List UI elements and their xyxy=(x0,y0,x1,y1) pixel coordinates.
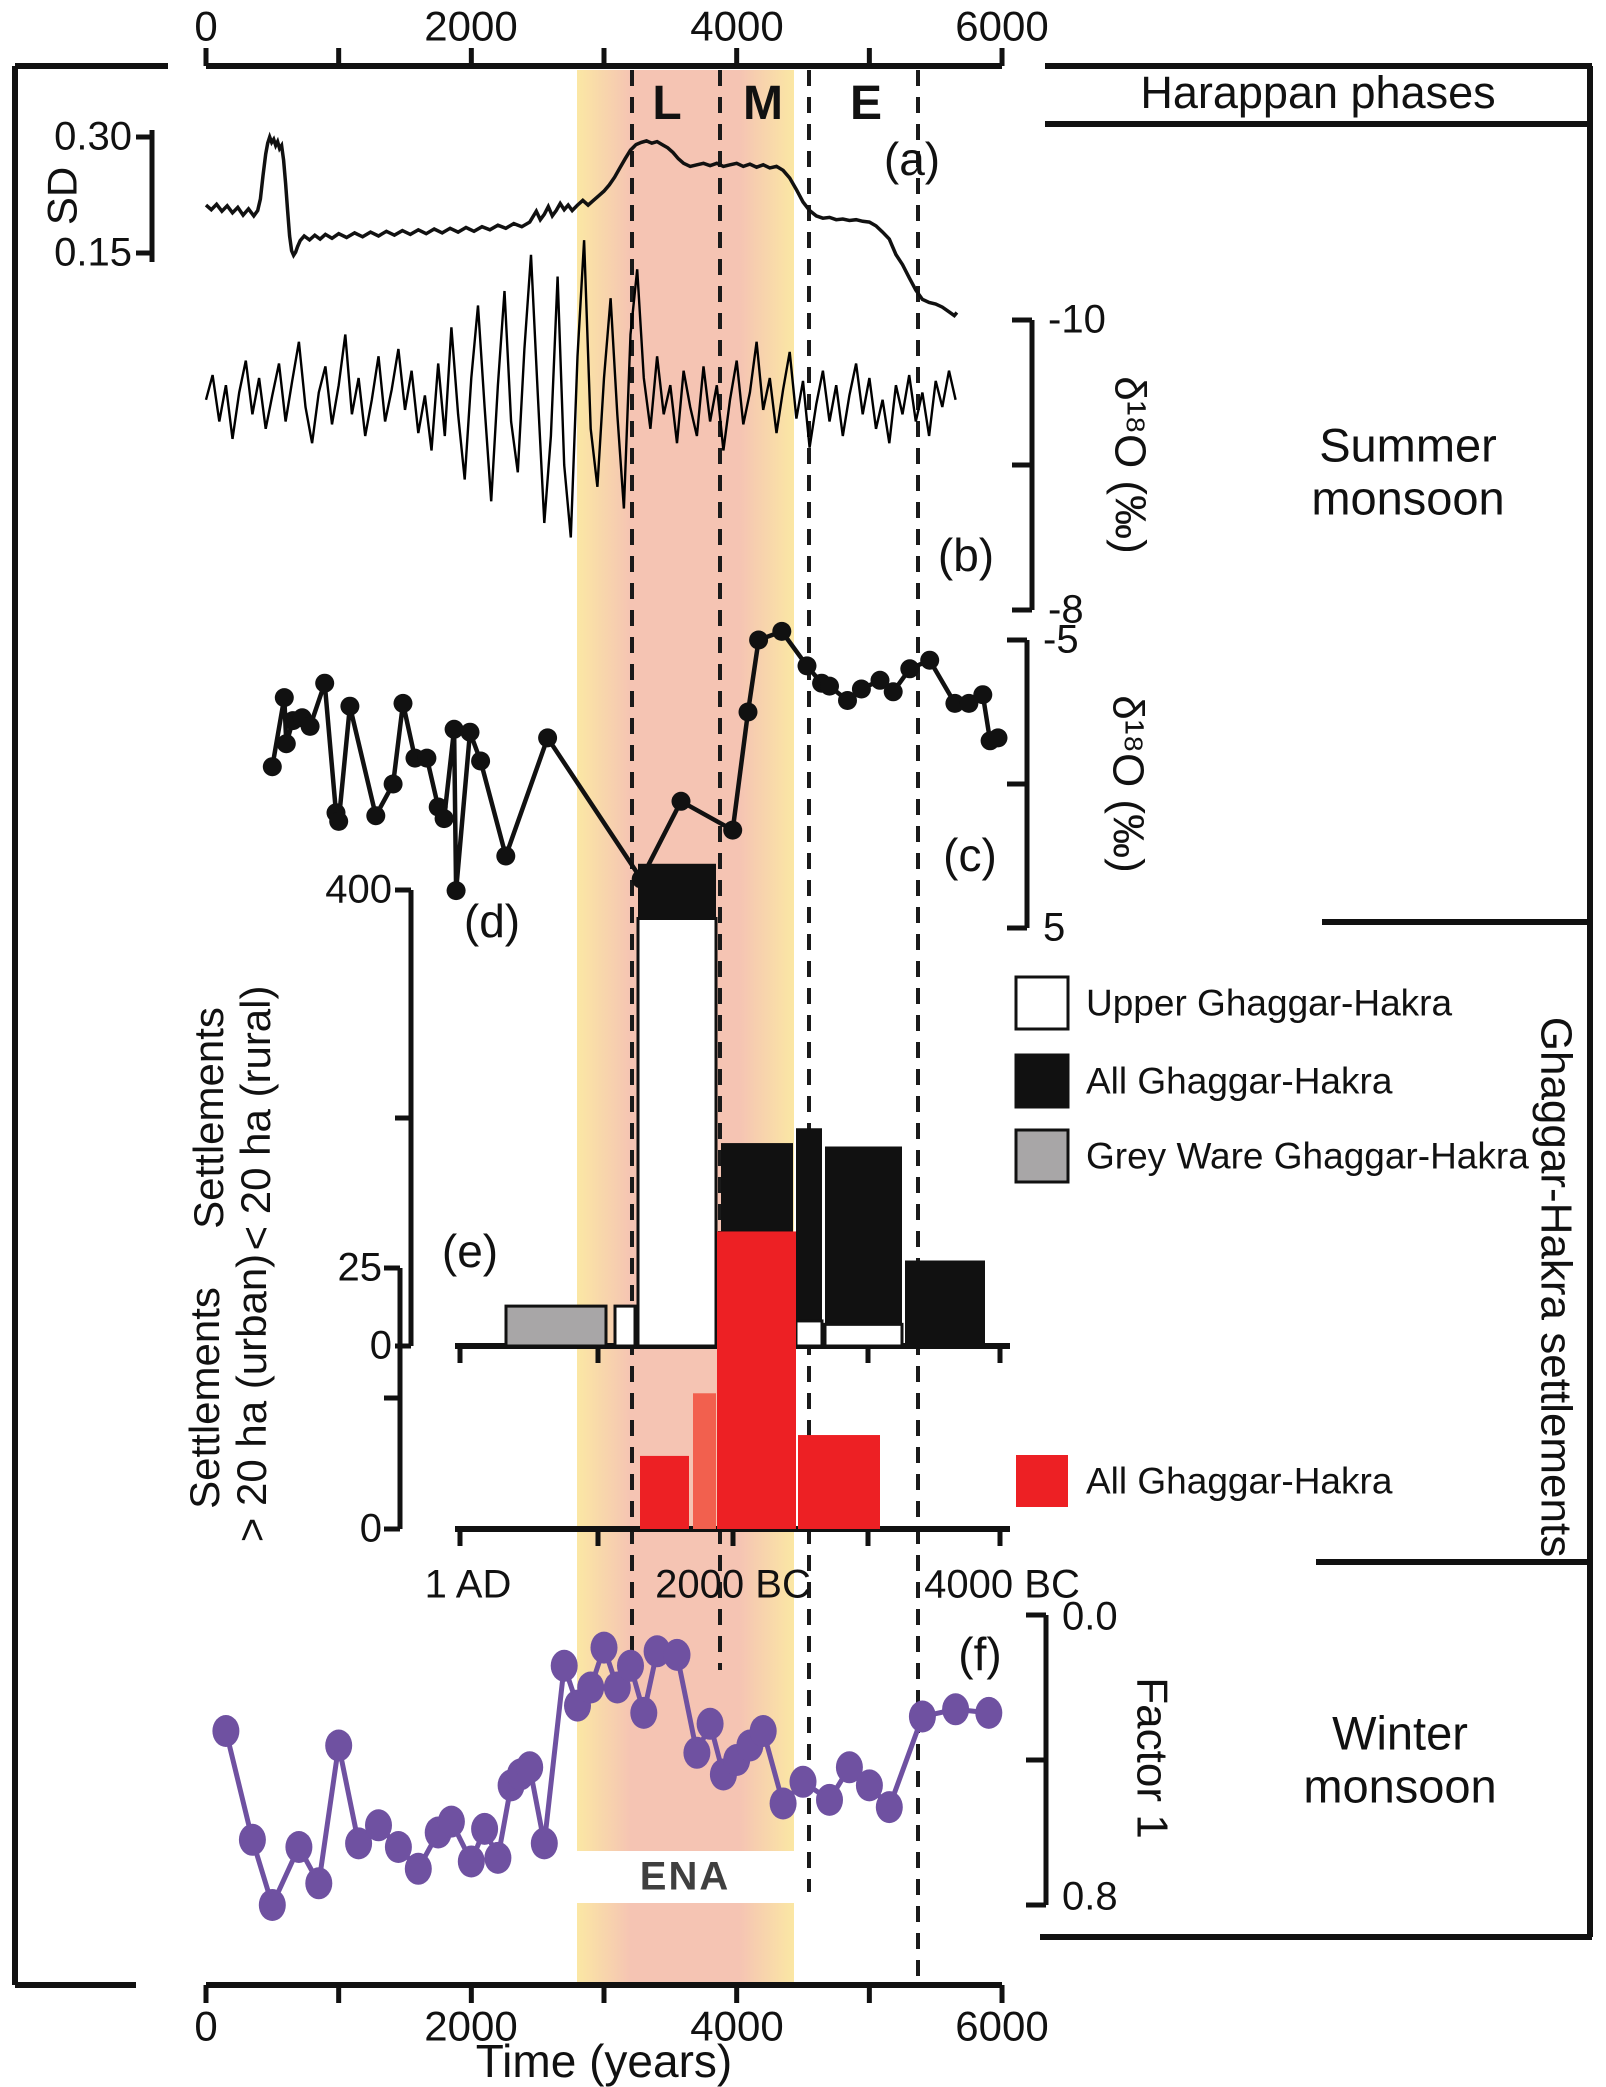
phase-mature: M xyxy=(743,77,783,131)
panel-e-ylabel xyxy=(181,1254,275,1542)
d18o-lake-point xyxy=(275,688,294,707)
d18o-lake-point xyxy=(798,656,817,675)
factor1-point xyxy=(212,1715,239,1747)
d18o-lake-point xyxy=(920,651,939,670)
d18o-lake-point xyxy=(900,659,919,678)
legend-swatch-greyware xyxy=(1016,1130,1068,1182)
panel-f-label: (f) xyxy=(958,1628,1002,1681)
summer-monsoon-line1: Summer xyxy=(1319,418,1497,472)
panel-a-label: (a) xyxy=(883,133,941,186)
factor1-point xyxy=(816,1784,843,1816)
panel-f-tick-top: 0.0 xyxy=(1062,1594,1118,1639)
bottom-axis-tick-6000: 6000 xyxy=(955,2002,1049,2050)
d18o-lake-point xyxy=(496,847,515,866)
panel-b-tick-bottom: -8 xyxy=(1048,587,1084,632)
bottom-axis-tick-0: 0 xyxy=(194,2002,218,2050)
panel-e-ylabel-line1: Settlements xyxy=(180,1287,228,1509)
urban-bar xyxy=(717,1231,796,1529)
winter-monsoon-line2: monsoon xyxy=(1303,1759,1497,1812)
panel-f-ylabel: Factor 1 xyxy=(1127,1677,1177,1839)
rural-bar-all xyxy=(905,1261,985,1347)
legend-all-ghaggar-label: All Ghaggar-Hakra xyxy=(1086,1060,1393,1102)
panel-e-xlabel-2000bc: 2000 BC xyxy=(655,1562,811,1607)
urban-bar xyxy=(798,1435,880,1529)
factor1-point xyxy=(484,1842,511,1874)
panel-d-label: (d) xyxy=(463,895,521,948)
top-axis-tick-2000: 2000 xyxy=(424,2,518,50)
factor1-point xyxy=(630,1697,657,1729)
panel-d-tick-top: 400 xyxy=(325,867,392,912)
rural-bar-all xyxy=(825,1147,902,1347)
legend-swatch-all xyxy=(1016,1055,1068,1107)
d18o-lake-point xyxy=(852,680,871,699)
d18o-lake-point xyxy=(739,703,758,722)
factor1-point xyxy=(365,1809,392,1841)
panel-e-ylabel-line2: > 20 ha (urban) xyxy=(228,1253,275,1543)
panel-b-label: (b) xyxy=(937,529,995,582)
d18o-lake-point xyxy=(749,631,768,650)
factor1-point xyxy=(458,1846,485,1878)
d18o-lake-point xyxy=(461,723,480,742)
factor1-point xyxy=(305,1867,332,1899)
panel-b-ylabel: δ¹⁸O (‰) xyxy=(1105,376,1155,554)
top-axis-tick-4000: 4000 xyxy=(690,2,784,50)
factor1-point xyxy=(577,1672,604,1704)
factor1-point xyxy=(770,1788,797,1820)
panel-e-label: (e) xyxy=(441,1225,499,1278)
panel-b-tick-top: -10 xyxy=(1048,297,1106,342)
factor1-point xyxy=(856,1769,883,1801)
factor1-point xyxy=(697,1708,724,1740)
legend-swatch-upper xyxy=(1016,977,1068,1029)
winter-monsoon-label xyxy=(1303,1707,1496,1812)
factor1-point xyxy=(975,1697,1002,1729)
factor1-point xyxy=(285,1831,312,1863)
panel-e-tick-top: 25 xyxy=(337,1245,382,1290)
rural-bar-upper xyxy=(825,1324,902,1346)
d18o-lake-point xyxy=(723,821,742,840)
panel-e-xlabel-4000bc: 4000 BC xyxy=(924,1562,1080,1607)
panel-a-tick-bottom: 0.15 xyxy=(54,230,132,275)
d18o-lake-point xyxy=(772,622,791,641)
phase-late: L xyxy=(652,77,682,131)
d18o-lake-point xyxy=(315,674,334,693)
summer-monsoon-label xyxy=(1311,419,1504,524)
phase-early: E xyxy=(849,77,883,131)
urban-bar xyxy=(640,1456,689,1529)
d18o-lake-point xyxy=(884,682,903,701)
factor1-point xyxy=(531,1827,558,1859)
rural-bar-greyware xyxy=(506,1306,606,1346)
legend-all-ghaggar-red-label: All Ghaggar-Hakra xyxy=(1086,1460,1393,1502)
factor1-point xyxy=(259,1889,286,1921)
legend-upper-ghaggar-label: Upper Ghaggar-Hakra xyxy=(1086,982,1453,1024)
bottom-axis-tick-4000: 4000 xyxy=(690,2002,784,2050)
factor1-point xyxy=(750,1715,777,1747)
d18o-lake-point xyxy=(820,677,839,696)
rural-bar-upper xyxy=(638,919,716,1347)
factor1-point xyxy=(942,1693,969,1725)
d18o-lake-point xyxy=(329,812,348,831)
panel-a-ylabel: SD xyxy=(38,166,86,226)
d18o-lake-point xyxy=(394,694,413,713)
time-axis-title: Time (years) xyxy=(475,2035,733,2087)
factor1-point xyxy=(385,1831,412,1863)
winter-monsoon-line1: Winter xyxy=(1332,1706,1468,1760)
panel-a-tick-top: 0.30 xyxy=(54,114,132,159)
d18o-lake-point xyxy=(417,749,436,768)
legend-greyware-ghaggar-label: Grey Ware Ghaggar-Hakra xyxy=(1086,1135,1529,1177)
top-axis-tick-0: 0 xyxy=(194,2,218,50)
factor1-point xyxy=(683,1737,710,1769)
factor1-point xyxy=(591,1632,618,1664)
panel-d-ylabel-line2: < 20 ha (rural) xyxy=(232,985,279,1251)
factor1-point xyxy=(239,1824,266,1856)
d18o-lake-point xyxy=(445,720,464,739)
panel-f-tick-bottom: 0.8 xyxy=(1062,1874,1118,1919)
ena-band-label: ENA xyxy=(639,1854,731,1899)
ghaggar-settlements-label: Ghaggar-Hakra settlements xyxy=(1531,1016,1581,1558)
factor1-point xyxy=(516,1751,543,1783)
d18o-lake-point xyxy=(384,775,403,794)
panel-e-xlabel-1ad: 1 AD xyxy=(424,1562,512,1607)
d18o-lake-point xyxy=(340,697,359,716)
d18o-lake-point xyxy=(672,792,691,811)
factor1-point xyxy=(664,1639,691,1671)
panel-c-ylabel: δ¹⁸O (‰) xyxy=(1103,695,1153,873)
d18o-lake-point xyxy=(447,881,466,900)
urban-bar xyxy=(693,1393,716,1529)
factor1-point xyxy=(909,1701,936,1733)
harappan-phases-title: Harappan phases xyxy=(1140,66,1496,118)
factor1-point xyxy=(471,1813,498,1845)
factor1-point xyxy=(325,1730,352,1762)
factor1-point xyxy=(405,1853,432,1885)
rural-bar-upper xyxy=(796,1321,822,1346)
panel-d-tick-bottom: 0 xyxy=(369,1323,392,1368)
factor1-point xyxy=(551,1650,578,1682)
factor1-point xyxy=(876,1791,903,1823)
rural-bar-all xyxy=(796,1128,822,1346)
d18o-lake-point xyxy=(301,717,320,736)
panel-c-label: (c) xyxy=(943,829,997,882)
d18o-lake-point xyxy=(989,728,1008,747)
panel-d-ylabel xyxy=(185,986,279,1251)
d18o-lake-point xyxy=(263,757,282,776)
d18o-lake-point xyxy=(366,806,385,825)
factor1-point xyxy=(617,1650,644,1682)
d18o-lake-point xyxy=(538,728,557,747)
legend-swatch-red xyxy=(1016,1455,1068,1507)
rural-bar-upper xyxy=(615,1306,635,1346)
bottom-axis-tick-2000: 2000 xyxy=(424,2002,518,2050)
d18o-lake-point xyxy=(471,752,490,771)
d18o-lake-point xyxy=(277,734,296,753)
d18o-lake-point xyxy=(973,685,992,704)
panel-c-tick-bottom: 5 xyxy=(1043,905,1066,950)
top-axis-tick-6000: 6000 xyxy=(955,2,1049,50)
summer-monsoon-line2: monsoon xyxy=(1311,471,1505,524)
panel-e-tick-bottom: 0 xyxy=(359,1506,382,1551)
d18o-lake-point xyxy=(435,809,454,828)
panel-c-tick-top: -5 xyxy=(1043,617,1079,662)
factor1-point xyxy=(790,1766,817,1798)
factor1-point xyxy=(438,1806,465,1838)
panel-d-ylabel-line1: Settlements xyxy=(184,1007,232,1229)
